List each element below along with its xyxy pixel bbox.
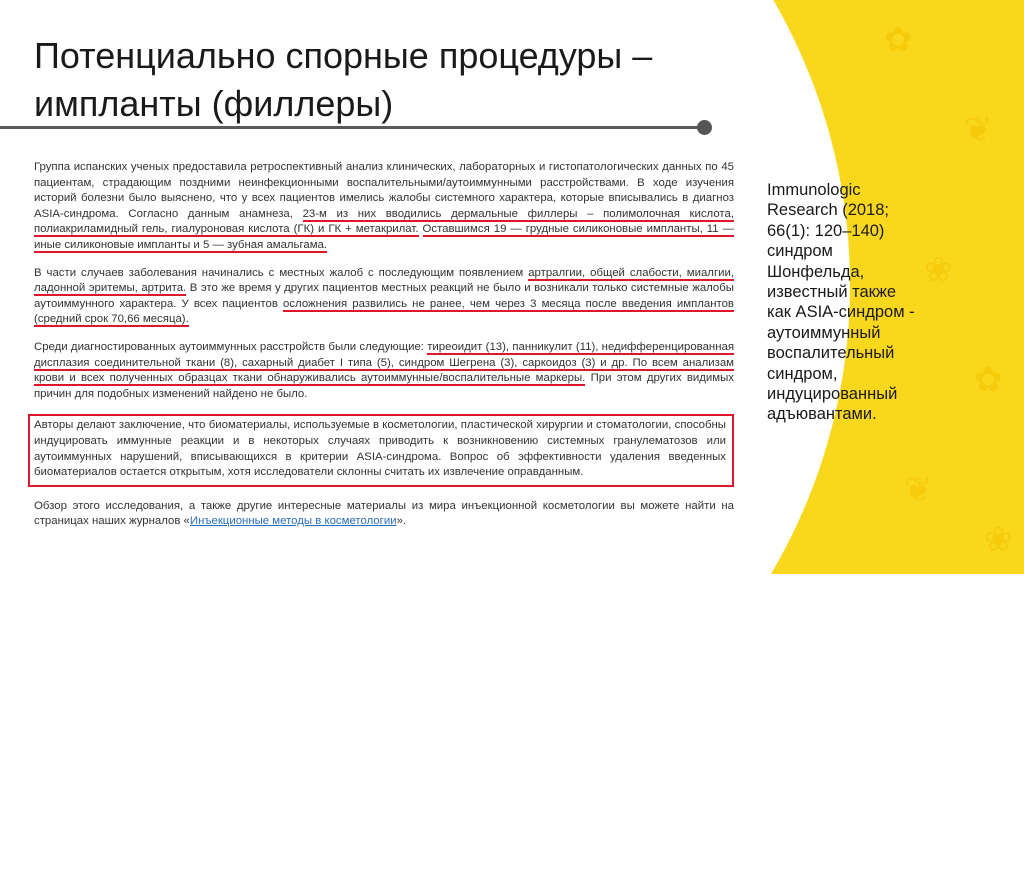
slide-title-line-2: импланты (филлеры) bbox=[34, 83, 394, 124]
article-excerpt bbox=[34, 160, 734, 542]
side-note-line: воспалительный bbox=[767, 344, 895, 363]
text-run: ». bbox=[396, 515, 407, 528]
article-paragraph-2 bbox=[34, 266, 734, 328]
highlighted-text: тиреоидит (13), панникулит (11), недифференцированная дисплазия соединительной ткани (8), сахарный диабет I типа (5), синдром Шегрена (3), саркоидоз (3) и др. По всем анализам крови и всех полученных образцах ткани обнаруживались аутоиммунные/воспалительные маркеры. bbox=[34, 340, 734, 385]
side-note-line: 66(1): 120–140) bbox=[767, 221, 885, 240]
side-note-line: синдром, bbox=[767, 364, 838, 383]
text-run: Среди диагностированных аутоиммунных расстройств были следующие: bbox=[34, 340, 428, 353]
text-run: При этом других видимых причин для подобных изменений найдено не было. bbox=[34, 372, 734, 400]
side-note-line: как ASIA-синдром - bbox=[767, 303, 915, 322]
side-note-line: синдром bbox=[767, 242, 833, 261]
highlighted-text: осложнения развились не ранее, чем через 3 месяца после введения имплантов (средний срок 70,66 месяца). bbox=[34, 297, 734, 326]
highlighted-text: 23-м из них вводились дермальные филлеры – полимолочная кислота, полиакриламидный гель, гиалуроновая кислота (ГК) и ГК + метакрилат. bbox=[34, 207, 734, 236]
text-run: В это же время у других пациентов местных реакций не было и возникали только системные жалобы аутоиммунного характера. У всех пациентов bbox=[34, 282, 734, 310]
text-run bbox=[419, 223, 423, 235]
side-note-line: Шонфельда, bbox=[767, 262, 865, 281]
side-note-line: Immunologic bbox=[767, 181, 861, 199]
journal-link[interactable]: Инъекционные методы в косметологии bbox=[189, 515, 397, 528]
leaf-doodle-icon: ❦ bbox=[904, 470, 933, 510]
side-note bbox=[767, 180, 967, 425]
side-note-line: Research (2018; bbox=[767, 201, 889, 220]
text-run: Группа испанских ученых предоставила ретроспективный анализ клинических, лабораторных и гистопатологических данных по 45 пациентам, страдающим поздними неинфекционными воспалительными/аутоиммунными расстройствами. В ходе изучения историй болезни было выяснено, что у всех пациентов имелись жалобы системного характера, которые вписывались в диагноз ASIA-синдрома. Согласно данным анамнеза, bbox=[34, 161, 734, 220]
text-run: В части случаев заболевания начинались с местных жалоб с последующим появлением bbox=[34, 266, 529, 279]
highlighted-text: Оставшимся 19 — грудные силиконовые импланты, 11 — иные силиконовые импланты и 5 — зубная амальгама. bbox=[34, 223, 734, 251]
article-paragraph-5 bbox=[34, 499, 734, 530]
article-conclusion-boxed: Авторы делают заключение, что биоматериалы, используемые в косметологии, пластической хирургии и стоматологии, способны индуцировать иммунные реакции и в некоторых случаях приводить к возникновению системных гранулематозов или аутоиммунных нарушений, вписывающихся в критерии ASIA-синдрома. Вопрос об эффективности удаления введенных биоматериалов остается открытым, хотя исследователи склонны считать их извлечение оправданным. bbox=[28, 414, 734, 486]
side-note-line: индуцированный bbox=[767, 385, 898, 404]
flower-doodle-icon: ❀ bbox=[924, 250, 953, 290]
highlighted-text: артралгии, общей слабости, миалгии, ладонной эритемы, артрита. bbox=[34, 266, 734, 295]
side-note-line: адъювантами. bbox=[767, 405, 877, 424]
article-paragraph-1 bbox=[34, 160, 734, 254]
side-note-line: известный также bbox=[767, 283, 897, 302]
flower-doodle-icon: ❀ bbox=[984, 520, 1013, 560]
divider-dot bbox=[697, 120, 712, 135]
leaf-doodle-icon: ❦ bbox=[964, 110, 993, 150]
article-paragraph-3 bbox=[34, 340, 734, 402]
slide-title bbox=[34, 32, 734, 128]
side-note-line: аутоиммунный bbox=[767, 323, 881, 342]
text-run: Обзор этого исследования, а также другие интересные материалы из мира инъекционной косметологии вы можете найти на страницах наших журналов « bbox=[34, 499, 734, 528]
title-divider bbox=[0, 126, 706, 129]
fruit-doodle-icon: ✿ bbox=[884, 20, 913, 60]
fruit-doodle-icon: ✿ bbox=[974, 360, 1003, 400]
slide-title-line-1: Потенциально спорные процедуры – bbox=[34, 35, 653, 76]
